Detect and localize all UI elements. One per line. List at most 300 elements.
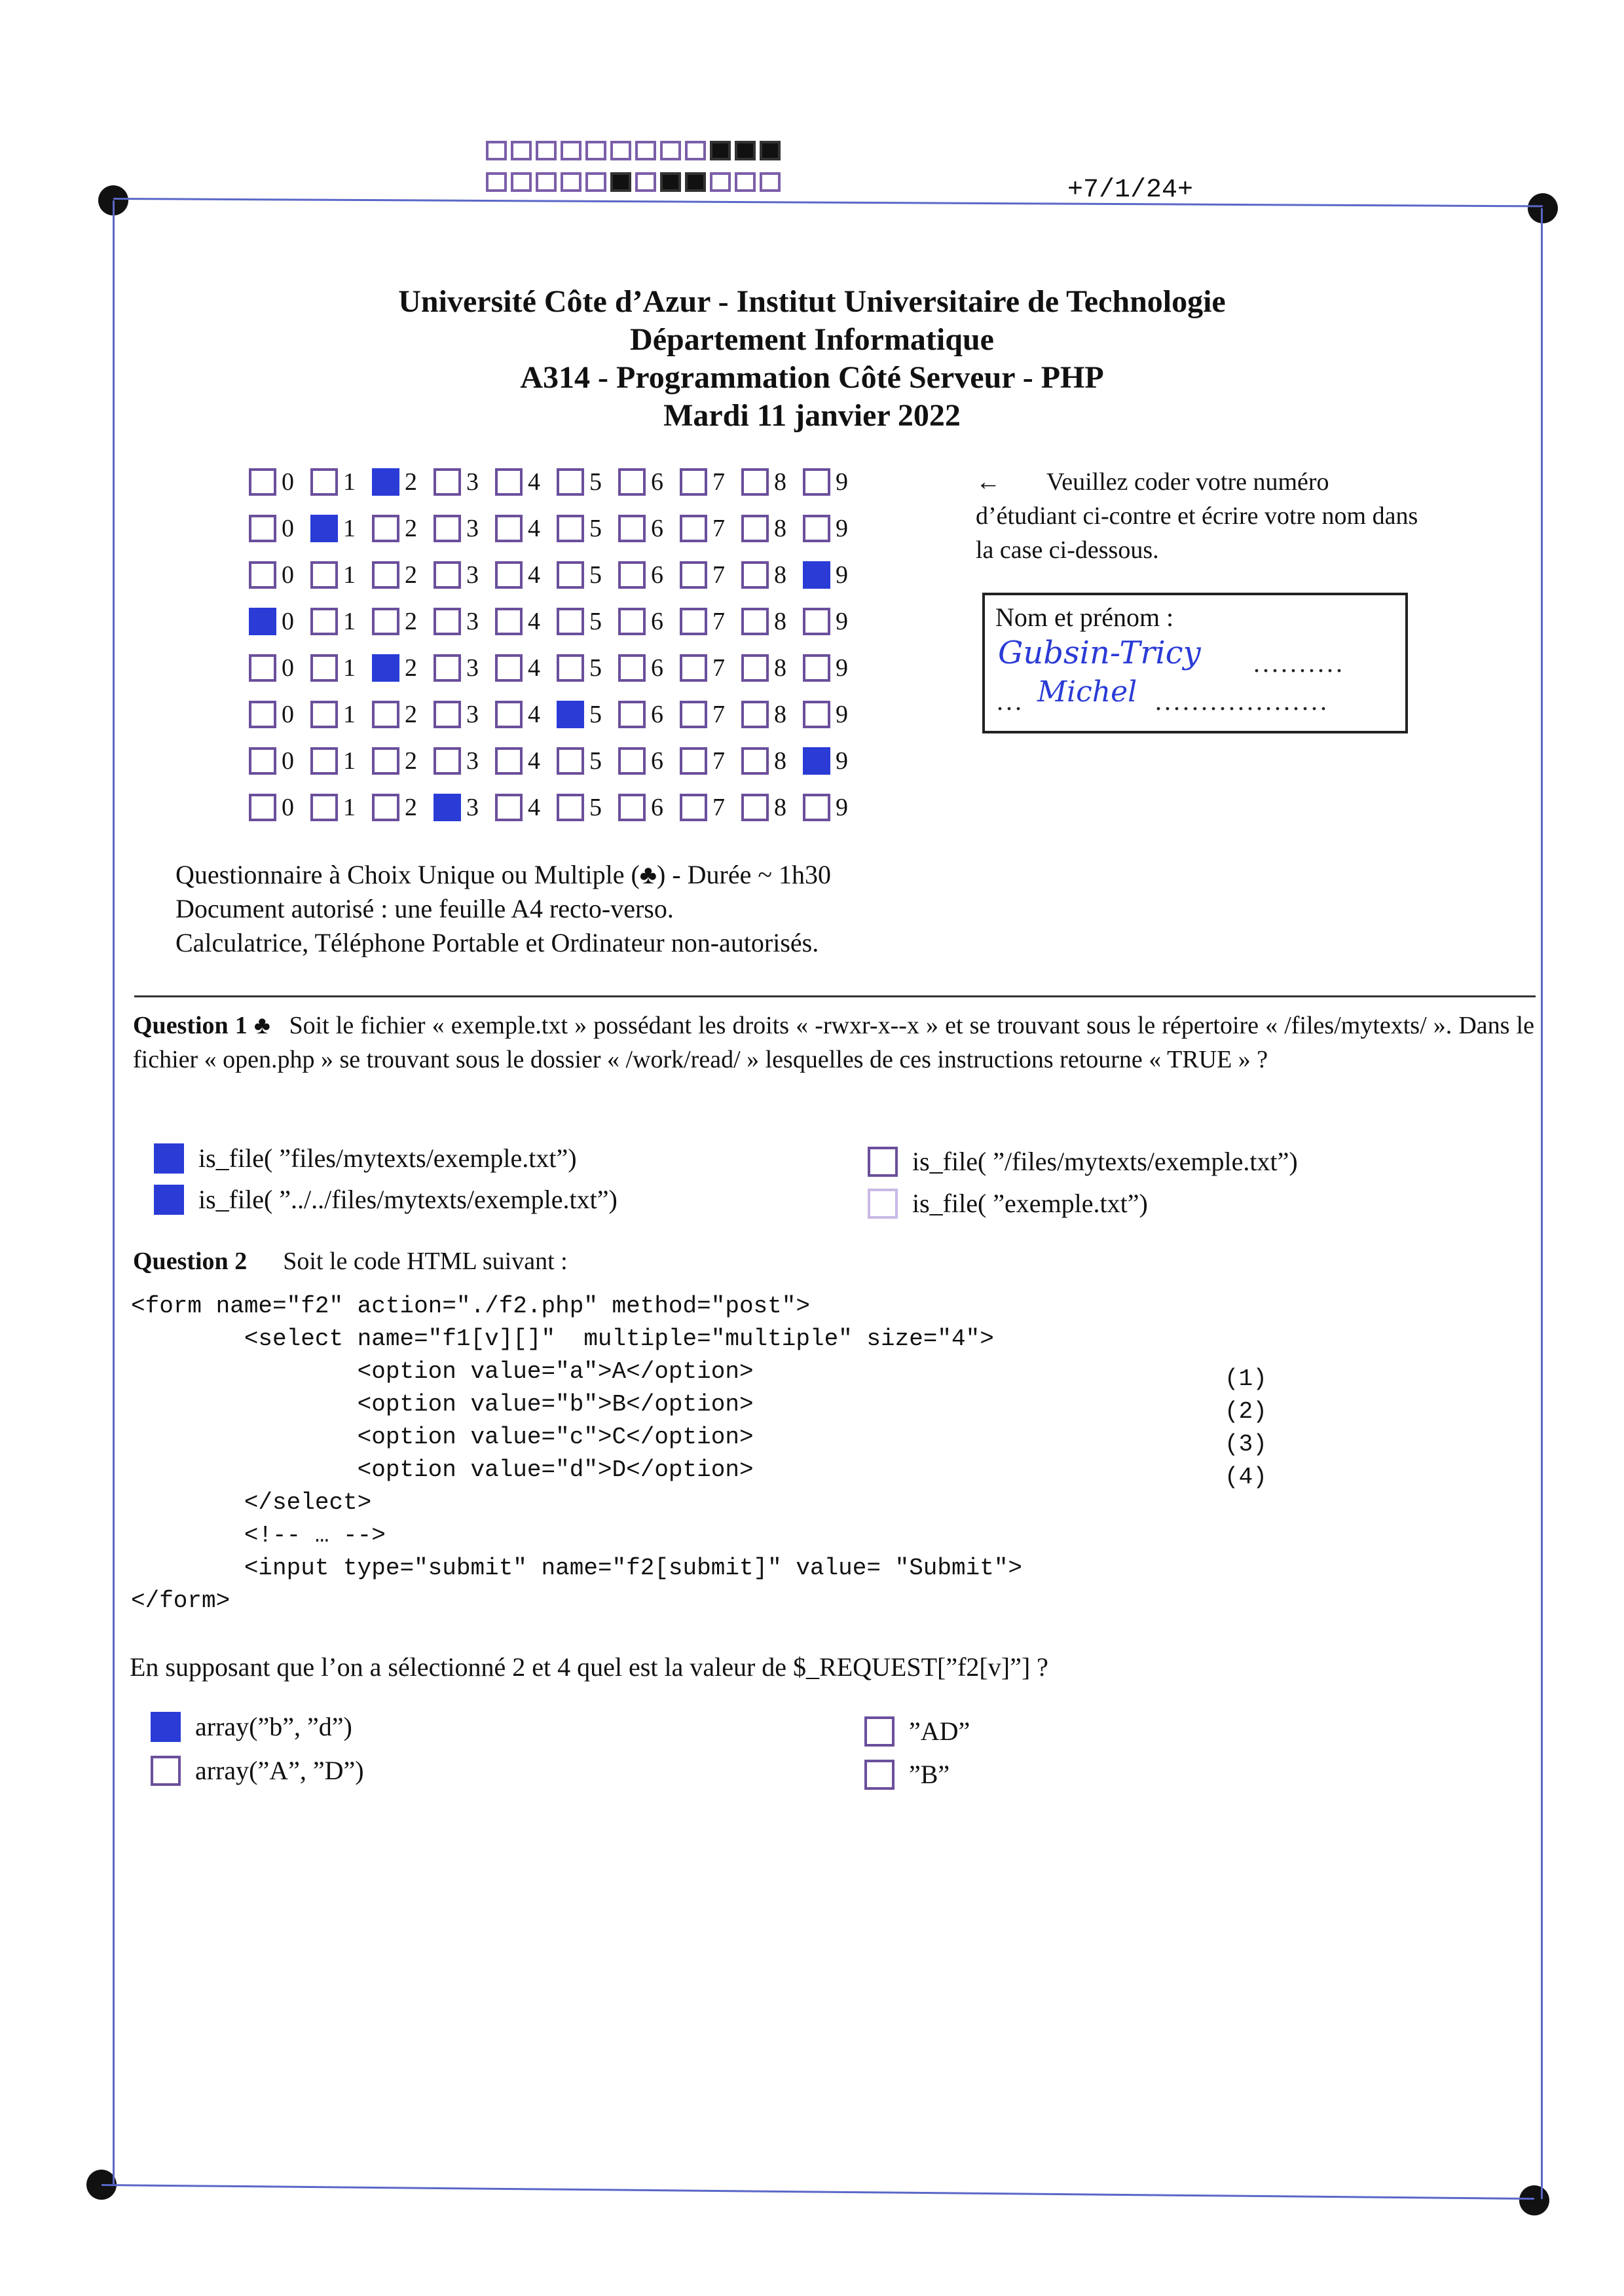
- digit-option[interactable]: [680, 514, 741, 543]
- digit-checkbox[interactable]: [310, 747, 338, 775]
- code-line: <!-- … -->: [131, 1522, 386, 1549]
- digit-option[interactable]: [310, 747, 372, 775]
- page-id: +7/1/24+: [1067, 176, 1194, 205]
- question-2-prompt: En supposant que l’on a sélectionné 2 et 4 quel est la valeur de $_REQUEST[”f2[v]”] ?: [130, 1652, 1048, 1682]
- digit-checkbox[interactable]: [495, 794, 523, 821]
- digit-option[interactable]: [618, 468, 680, 496]
- digit-option[interactable]: [680, 793, 741, 822]
- q1-option-4[interactable]: [868, 1188, 1148, 1219]
- digit-label: 5: [589, 468, 602, 496]
- digit-checkbox[interactable]: [495, 747, 523, 775]
- frame-bottom: [101, 2184, 1534, 2200]
- digit-label: 0: [282, 468, 294, 496]
- digit-label: 4: [528, 514, 540, 542]
- digit-checkbox[interactable]: [249, 561, 276, 589]
- digit-option[interactable]: [557, 468, 618, 496]
- digit-option[interactable]: [249, 514, 310, 543]
- digit-option[interactable]: [495, 561, 557, 589]
- digit-label: 5: [589, 700, 602, 728]
- digit-label: 1: [343, 747, 356, 775]
- digit-checkbox[interactable]: [741, 794, 769, 821]
- code-line: <form name="f2" action="./f2.php" method="post">: [131, 1293, 810, 1320]
- digit-checkbox[interactable]: [310, 561, 338, 589]
- digit-label: 7: [712, 607, 725, 635]
- digit-checkbox[interactable]: [310, 701, 338, 728]
- digit-option[interactable]: [557, 747, 618, 775]
- digit-option[interactable]: [741, 514, 803, 543]
- barcode-cell: [511, 141, 532, 160]
- digit-label: 5: [589, 793, 602, 821]
- digit-option[interactable]: [680, 700, 741, 729]
- course-title: A314 - Programmation Côté Serveur - PHP: [520, 360, 1104, 395]
- digit-checkbox[interactable]: [249, 701, 276, 728]
- digit-checkbox[interactable]: [680, 515, 707, 542]
- barcode-cell: [536, 172, 557, 192]
- digit-checkbox[interactable]: [372, 515, 399, 542]
- digit-checkbox[interactable]: [557, 608, 584, 635]
- digit-option[interactable]: [249, 747, 310, 775]
- digit-label: 4: [528, 468, 540, 496]
- digit-label: 3: [466, 700, 479, 728]
- question-1: [133, 1009, 1534, 1077]
- q2-option-1-checkbox[interactable]: [151, 1712, 181, 1742]
- q2-option-4[interactable]: [864, 1759, 950, 1790]
- digit-checkbox[interactable]: [495, 701, 523, 728]
- digit-option[interactable]: [372, 468, 434, 496]
- digit-option[interactable]: [372, 747, 434, 775]
- q2-option-3-label: ”AD”: [909, 1716, 970, 1746]
- digit-label: 3: [466, 654, 479, 682]
- digit-option[interactable]: [372, 654, 434, 682]
- digit-label: 6: [651, 514, 663, 542]
- department-title: Département Informatique: [630, 322, 994, 357]
- name-box[interactable]: [982, 593, 1408, 733]
- digit-option[interactable]: [618, 747, 680, 775]
- digit-checkbox[interactable]: [557, 561, 584, 589]
- digit-checkbox[interactable]: [618, 561, 646, 589]
- digit-checkbox[interactable]: [434, 515, 461, 542]
- digit-label: 5: [589, 654, 602, 682]
- digit-label: 6: [651, 747, 663, 775]
- digit-checkbox[interactable]: [803, 747, 830, 775]
- question-2-text: Soit le code HTML suivant :: [283, 1248, 568, 1275]
- digit-label: 1: [343, 700, 356, 728]
- q1-option-3-checkbox[interactable]: [868, 1147, 898, 1177]
- digit-option[interactable]: [495, 514, 557, 543]
- digit-label: 3: [466, 747, 479, 775]
- barcode-cell: [585, 172, 606, 192]
- barcode-row-1: [486, 141, 781, 160]
- instructions: [976, 465, 1434, 567]
- digit-label: 6: [651, 607, 663, 635]
- digit-label: 9: [836, 793, 848, 821]
- digit-checkbox[interactable]: [741, 468, 769, 496]
- digit-checkbox[interactable]: [803, 515, 830, 542]
- digit-label: 4: [528, 561, 540, 589]
- barcode-cell: [610, 141, 631, 160]
- digit-option[interactable]: [310, 514, 372, 543]
- digit-option[interactable]: [434, 468, 495, 496]
- code-line: <input type="submit" name="f2[submit]" value= "Submit">: [131, 1555, 1023, 1582]
- barcode-cell: [660, 141, 681, 160]
- digit-checkbox[interactable]: [618, 608, 646, 635]
- digit-option[interactable]: [618, 654, 680, 682]
- digit-option[interactable]: [434, 793, 495, 822]
- digit-option[interactable]: [741, 793, 803, 822]
- digit-label: 7: [712, 747, 725, 775]
- digit-option[interactable]: [249, 793, 310, 822]
- digit-label: 4: [528, 607, 540, 635]
- digit-checkbox[interactable]: [495, 654, 523, 682]
- digit-label: 0: [282, 514, 294, 542]
- digit-option[interactable]: [741, 607, 803, 636]
- digit-checkbox[interactable]: [680, 608, 707, 635]
- frame-top: [113, 198, 1543, 207]
- digit-checkbox[interactable]: [803, 468, 830, 496]
- q2-option-4-checkbox[interactable]: [864, 1760, 895, 1790]
- digit-option[interactable]: [803, 514, 864, 543]
- barcode-cell: [710, 141, 731, 160]
- digit-label: 4: [528, 793, 540, 821]
- digit-option[interactable]: [249, 607, 310, 636]
- html-code-block: [131, 1290, 1022, 1618]
- digit-label: 8: [774, 561, 786, 589]
- frame-right: [1541, 208, 1543, 2199]
- barcode-cell: [610, 172, 631, 192]
- exam-info: [175, 858, 831, 960]
- q1-option-3[interactable]: [868, 1146, 1298, 1177]
- handwritten-firstname: Michel: [1037, 675, 1137, 709]
- digit-checkbox[interactable]: [618, 654, 646, 682]
- digit-checkbox[interactable]: [372, 654, 399, 682]
- digit-checkbox[interactable]: [618, 468, 646, 496]
- digit-checkbox[interactable]: [557, 794, 584, 821]
- digit-option[interactable]: [434, 514, 495, 543]
- digit-checkbox[interactable]: [495, 515, 523, 542]
- student-digit-row: [249, 505, 864, 551]
- digit-checkbox[interactable]: [310, 794, 338, 821]
- digit-option[interactable]: [680, 468, 741, 496]
- digit-option[interactable]: [249, 700, 310, 729]
- barcode-cell: [561, 141, 581, 160]
- barcode-cell: [685, 172, 706, 192]
- digit-checkbox[interactable]: [372, 561, 399, 589]
- digit-option[interactable]: [495, 654, 557, 682]
- corner-mark-bottom-right: [1519, 2185, 1549, 2215]
- digit-option[interactable]: [618, 793, 680, 822]
- digit-checkbox[interactable]: [310, 654, 338, 682]
- digit-option[interactable]: [803, 561, 864, 589]
- digit-checkbox[interactable]: [495, 608, 523, 635]
- q2-option-2-checkbox[interactable]: [151, 1756, 181, 1786]
- digit-checkbox[interactable]: [249, 654, 276, 682]
- digit-checkbox[interactable]: [557, 701, 584, 728]
- q1-option-4-label: is_file( ”exemple.txt”): [912, 1189, 1148, 1218]
- separator: [134, 995, 1536, 997]
- digit-option[interactable]: [434, 607, 495, 636]
- digit-checkbox[interactable]: [680, 468, 707, 496]
- digit-checkbox[interactable]: [372, 608, 399, 635]
- digit-checkbox[interactable]: [618, 515, 646, 542]
- digit-option[interactable]: [310, 793, 372, 822]
- digit-checkbox[interactable]: [680, 747, 707, 775]
- digit-checkbox[interactable]: [495, 468, 523, 496]
- question-2: [133, 1244, 568, 1278]
- digit-label: 1: [343, 607, 356, 635]
- digit-checkbox[interactable]: [741, 747, 769, 775]
- digit-label: 4: [528, 747, 540, 775]
- q1-option-2-label: is_file( ”../../files/mytexts/exemple.txt”): [198, 1185, 618, 1214]
- digit-checkbox[interactable]: [249, 468, 276, 496]
- student-digit-row: [249, 644, 864, 691]
- digit-checkbox[interactable]: [557, 654, 584, 682]
- digit-checkbox[interactable]: [741, 561, 769, 589]
- left-arrow-icon: ←: [976, 468, 1001, 496]
- digit-checkbox[interactable]: [310, 468, 338, 496]
- digit-label: 9: [836, 607, 848, 635]
- digit-label: 3: [466, 468, 479, 496]
- digit-label: 5: [589, 561, 602, 589]
- digit-checkbox[interactable]: [680, 701, 707, 728]
- digit-option[interactable]: [680, 747, 741, 775]
- barcode-cell: [486, 172, 507, 192]
- digit-option[interactable]: [557, 793, 618, 822]
- digit-option[interactable]: [803, 654, 864, 682]
- digit-label: 7: [712, 654, 725, 682]
- digit-option[interactable]: [372, 607, 434, 636]
- code-line: </form>: [131, 1587, 231, 1614]
- digit-label: 4: [528, 700, 540, 728]
- digit-label: 1: [343, 468, 356, 496]
- digit-option[interactable]: [372, 700, 434, 729]
- digit-checkbox[interactable]: [803, 561, 830, 589]
- digit-checkbox[interactable]: [557, 747, 584, 775]
- digit-option[interactable]: [495, 607, 557, 636]
- digit-label: 5: [589, 607, 602, 635]
- digit-checkbox[interactable]: [803, 654, 830, 682]
- student-digit-row: [249, 458, 864, 505]
- digit-label: 8: [774, 747, 786, 775]
- digit-checkbox[interactable]: [680, 654, 707, 682]
- digit-label: 2: [405, 607, 417, 635]
- digit-option[interactable]: [495, 747, 557, 775]
- digit-option[interactable]: [803, 793, 864, 822]
- digit-checkbox[interactable]: [434, 654, 461, 682]
- digit-checkbox[interactable]: [618, 794, 646, 821]
- digit-label: 4: [528, 654, 540, 682]
- digit-checkbox[interactable]: [249, 747, 276, 775]
- digit-checkbox[interactable]: [372, 794, 399, 821]
- digit-label: 6: [651, 793, 663, 821]
- digit-checkbox[interactable]: [495, 561, 523, 589]
- university-title: Université Côte d’Azur - Institut Universitaire de Technologie: [398, 284, 1226, 319]
- digit-option[interactable]: [434, 561, 495, 589]
- digit-checkbox[interactable]: [372, 701, 399, 728]
- digit-checkbox[interactable]: [803, 608, 830, 635]
- digit-label: 9: [836, 514, 848, 542]
- digit-option[interactable]: [249, 561, 310, 589]
- digit-option[interactable]: [372, 561, 434, 589]
- code-line-number-2: (2): [1225, 1398, 1267, 1425]
- digit-checkbox[interactable]: [310, 515, 338, 542]
- digit-option[interactable]: [372, 793, 434, 822]
- digit-checkbox[interactable]: [372, 468, 399, 496]
- digit-label: 2: [405, 700, 417, 728]
- q2-option-3-checkbox[interactable]: [864, 1716, 895, 1747]
- digit-option[interactable]: [680, 561, 741, 589]
- digit-option[interactable]: [249, 468, 310, 496]
- digit-option[interactable]: [310, 468, 372, 496]
- digit-option[interactable]: [803, 747, 864, 775]
- digit-checkbox[interactable]: [434, 701, 461, 728]
- digit-checkbox[interactable]: [618, 747, 646, 775]
- digit-label: 2: [405, 747, 417, 775]
- digit-option[interactable]: [495, 793, 557, 822]
- digit-checkbox[interactable]: [249, 515, 276, 542]
- digit-checkbox[interactable]: [618, 701, 646, 728]
- digit-option[interactable]: [495, 700, 557, 729]
- digit-label: 8: [774, 654, 786, 682]
- digit-label: 2: [405, 654, 417, 682]
- barcode-cell: [635, 172, 656, 192]
- digit-option[interactable]: [741, 747, 803, 775]
- barcode-cell: [561, 172, 581, 192]
- barcode-cell: [760, 172, 781, 192]
- barcode-cell: [635, 141, 656, 160]
- digit-option[interactable]: [803, 607, 864, 636]
- digit-option[interactable]: [618, 607, 680, 636]
- digit-option[interactable]: [680, 607, 741, 636]
- digit-checkbox[interactable]: [434, 468, 461, 496]
- digit-option[interactable]: [557, 607, 618, 636]
- digit-label: 7: [712, 561, 725, 589]
- digit-label: 9: [836, 747, 848, 775]
- digit-option[interactable]: [372, 514, 434, 543]
- barcode-row-2: [486, 172, 781, 192]
- digit-option[interactable]: [495, 468, 557, 496]
- digit-label: 6: [651, 654, 663, 682]
- handwritten-surname: Gubsin-Tricy: [998, 635, 1201, 671]
- digit-checkbox[interactable]: [434, 794, 461, 821]
- digit-checkbox[interactable]: [741, 701, 769, 728]
- code-line: </select>: [131, 1489, 372, 1516]
- barcode-cell: [760, 141, 781, 160]
- digit-checkbox[interactable]: [249, 608, 276, 635]
- digit-checkbox[interactable]: [803, 701, 830, 728]
- digit-label: 9: [836, 700, 848, 728]
- digit-option[interactable]: [618, 514, 680, 543]
- digit-checkbox[interactable]: [249, 794, 276, 821]
- digit-label: 9: [836, 468, 848, 496]
- digit-checkbox[interactable]: [434, 608, 461, 635]
- q1-option-4-checkbox[interactable]: [868, 1189, 898, 1219]
- digit-label: 1: [343, 793, 356, 821]
- digit-checkbox[interactable]: [310, 608, 338, 635]
- code-line: <option value="b">B</option>: [131, 1391, 754, 1418]
- digit-label: 3: [466, 793, 479, 821]
- digit-label: 8: [774, 793, 786, 821]
- digit-checkbox[interactable]: [557, 515, 584, 542]
- q2-option-1-label: array(”b”, ”d”): [195, 1712, 352, 1741]
- q1-option-2[interactable]: [154, 1184, 618, 1215]
- barcode-cell: [660, 172, 681, 192]
- digit-checkbox[interactable]: [680, 561, 707, 589]
- digit-option[interactable]: [434, 654, 495, 682]
- digit-option[interactable]: [557, 700, 618, 729]
- digit-label: 2: [405, 468, 417, 496]
- digit-checkbox[interactable]: [372, 747, 399, 775]
- digit-option[interactable]: [434, 700, 495, 729]
- digit-option[interactable]: [680, 654, 741, 682]
- digit-checkbox[interactable]: [434, 561, 461, 589]
- digit-label: 9: [836, 654, 848, 682]
- q2-option-1[interactable]: [151, 1711, 352, 1742]
- barcode-cell: [710, 172, 731, 192]
- name-label: Nom et prénom :: [995, 602, 1174, 632]
- digit-label: 0: [282, 793, 294, 821]
- exam-info-line-2: Document autorisé : une feuille A4 recto-verso.: [175, 894, 674, 923]
- digit-option[interactable]: [803, 700, 864, 729]
- digit-checkbox[interactable]: [434, 747, 461, 775]
- digit-label: 7: [712, 514, 725, 542]
- barcode-cell: [585, 141, 606, 160]
- digit-checkbox[interactable]: [741, 654, 769, 682]
- q2-option-2-label: array(”A”, ”D”): [195, 1756, 364, 1785]
- q2-option-2[interactable]: [151, 1755, 364, 1786]
- digit-option[interactable]: [618, 700, 680, 729]
- q2-option-3[interactable]: [864, 1716, 970, 1747]
- digit-option[interactable]: [249, 654, 310, 682]
- code-line: <option value="d">D</option>: [131, 1456, 754, 1483]
- barcode-cell: [511, 172, 532, 192]
- digit-option[interactable]: [557, 514, 618, 543]
- digit-label: 6: [651, 561, 663, 589]
- digit-option[interactable]: [803, 468, 864, 496]
- digit-label: 5: [589, 747, 602, 775]
- digit-option[interactable]: [741, 700, 803, 729]
- digit-label: 0: [282, 747, 294, 775]
- digit-option[interactable]: [741, 654, 803, 682]
- digit-option[interactable]: [434, 747, 495, 775]
- digit-option[interactable]: [310, 700, 372, 729]
- digit-label: 8: [774, 700, 786, 728]
- code-line: <option value="c">C</option>: [131, 1424, 754, 1451]
- digit-option[interactable]: [310, 607, 372, 636]
- digit-label: 9: [836, 561, 848, 589]
- digit-checkbox[interactable]: [680, 794, 707, 821]
- code-line-number-3: (3): [1225, 1431, 1267, 1458]
- digit-option[interactable]: [557, 561, 618, 589]
- exam-info-line-3: Calculatrice, Téléphone Portable et Ordinateur non-autorisés.: [175, 928, 819, 957]
- digit-option[interactable]: [618, 561, 680, 589]
- name-dots-1: ..........: [1253, 648, 1345, 678]
- digit-label: 8: [774, 607, 786, 635]
- digit-checkbox[interactable]: [803, 794, 830, 821]
- digit-checkbox[interactable]: [741, 608, 769, 635]
- digit-option[interactable]: [310, 654, 372, 682]
- question-1-title: Question 1 ♣: [133, 1012, 271, 1039]
- digit-option[interactable]: [741, 561, 803, 589]
- digit-option[interactable]: [741, 468, 803, 496]
- digit-checkbox[interactable]: [557, 468, 584, 496]
- digit-option[interactable]: [557, 654, 618, 682]
- q1-option-1-label: is_file( ”files/mytexts/exemple.txt”): [198, 1143, 577, 1173]
- q1-option-1-checkbox[interactable]: [154, 1143, 184, 1174]
- q1-option-1[interactable]: [154, 1143, 577, 1174]
- digit-option[interactable]: [310, 561, 372, 589]
- digit-checkbox[interactable]: [741, 515, 769, 542]
- q1-option-2-checkbox[interactable]: [154, 1185, 184, 1215]
